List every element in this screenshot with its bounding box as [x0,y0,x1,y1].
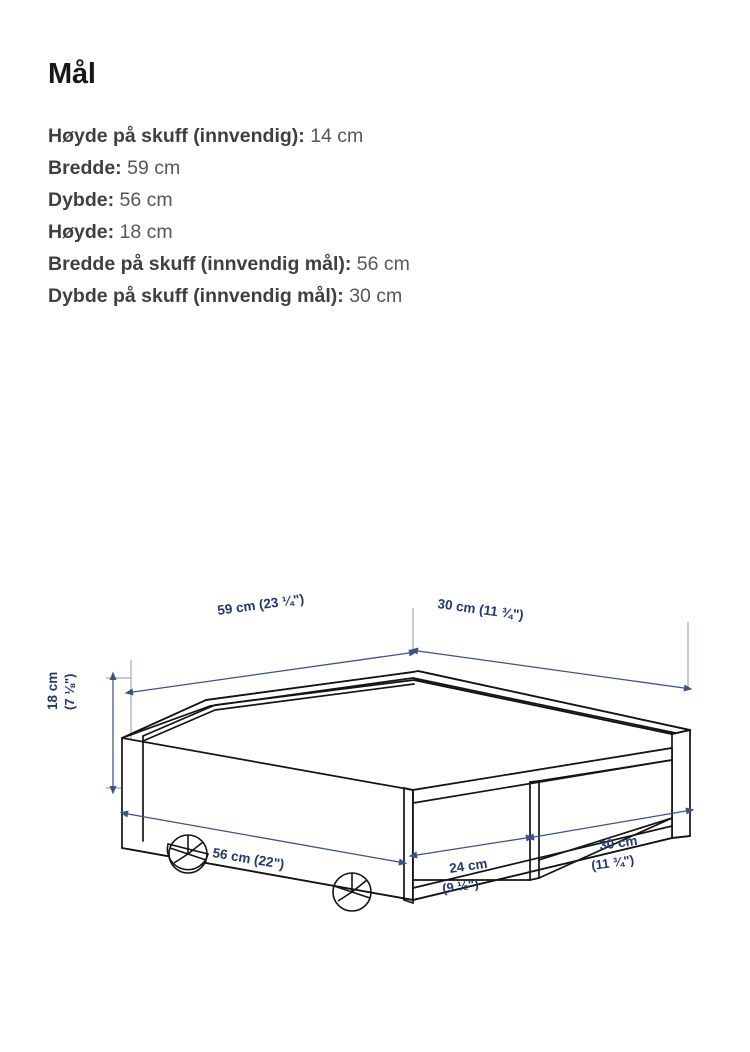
page-title: Mål [48,58,96,91]
spec-value: 18 cm [119,221,173,243]
dimension-label-drawer-width: 56 cm (22") [211,845,286,872]
spec-value: 30 cm [349,285,403,307]
dimension-spec-list [48,120,708,312]
spec-row [48,248,708,280]
spec-label: Dybde: [48,189,115,211]
spec-label: Høyde: [48,221,115,243]
spec-label: Høyde på skuff (innvendig): [48,125,305,147]
product-dimension-drawing [0,560,750,920]
dimension-label-compartment-left-line1: 24 cm [448,855,489,876]
spec-label: Dybde på skuff (innvendig mål): [48,285,344,307]
spec-value: 56 cm [119,189,173,211]
caster-wheel [167,835,208,873]
spec-value: 56 cm [356,253,410,275]
dimension-label-depth-top: 30 cm (11 ¾") [436,596,525,623]
dimension-label-width-top: 59 cm (23 ¼") [216,591,306,618]
technical-drawing-svg [0,560,750,920]
spec-row [48,120,708,152]
spec-value: 59 cm [127,157,181,179]
dimension-label-compartment-right-line1: 30 cm [598,832,639,853]
spec-label: Bredde: [48,157,122,179]
spec-row [48,280,708,312]
spec-label: Bredde på skuff (innvendig mål): [48,253,352,275]
dimension-label-compartment-left-line2: (9 ½") [441,876,480,896]
dimension-label-height-left-line2: (7 ⅛") [62,673,77,710]
spec-row [48,184,708,216]
dimension-label-compartment-right-line2: (11 ¾") [590,852,636,873]
spec-value: 14 cm [310,125,364,147]
spec-row [48,152,708,184]
spec-row [48,216,708,248]
dimension-label-height-left-line1: 18 cm [45,671,60,710]
